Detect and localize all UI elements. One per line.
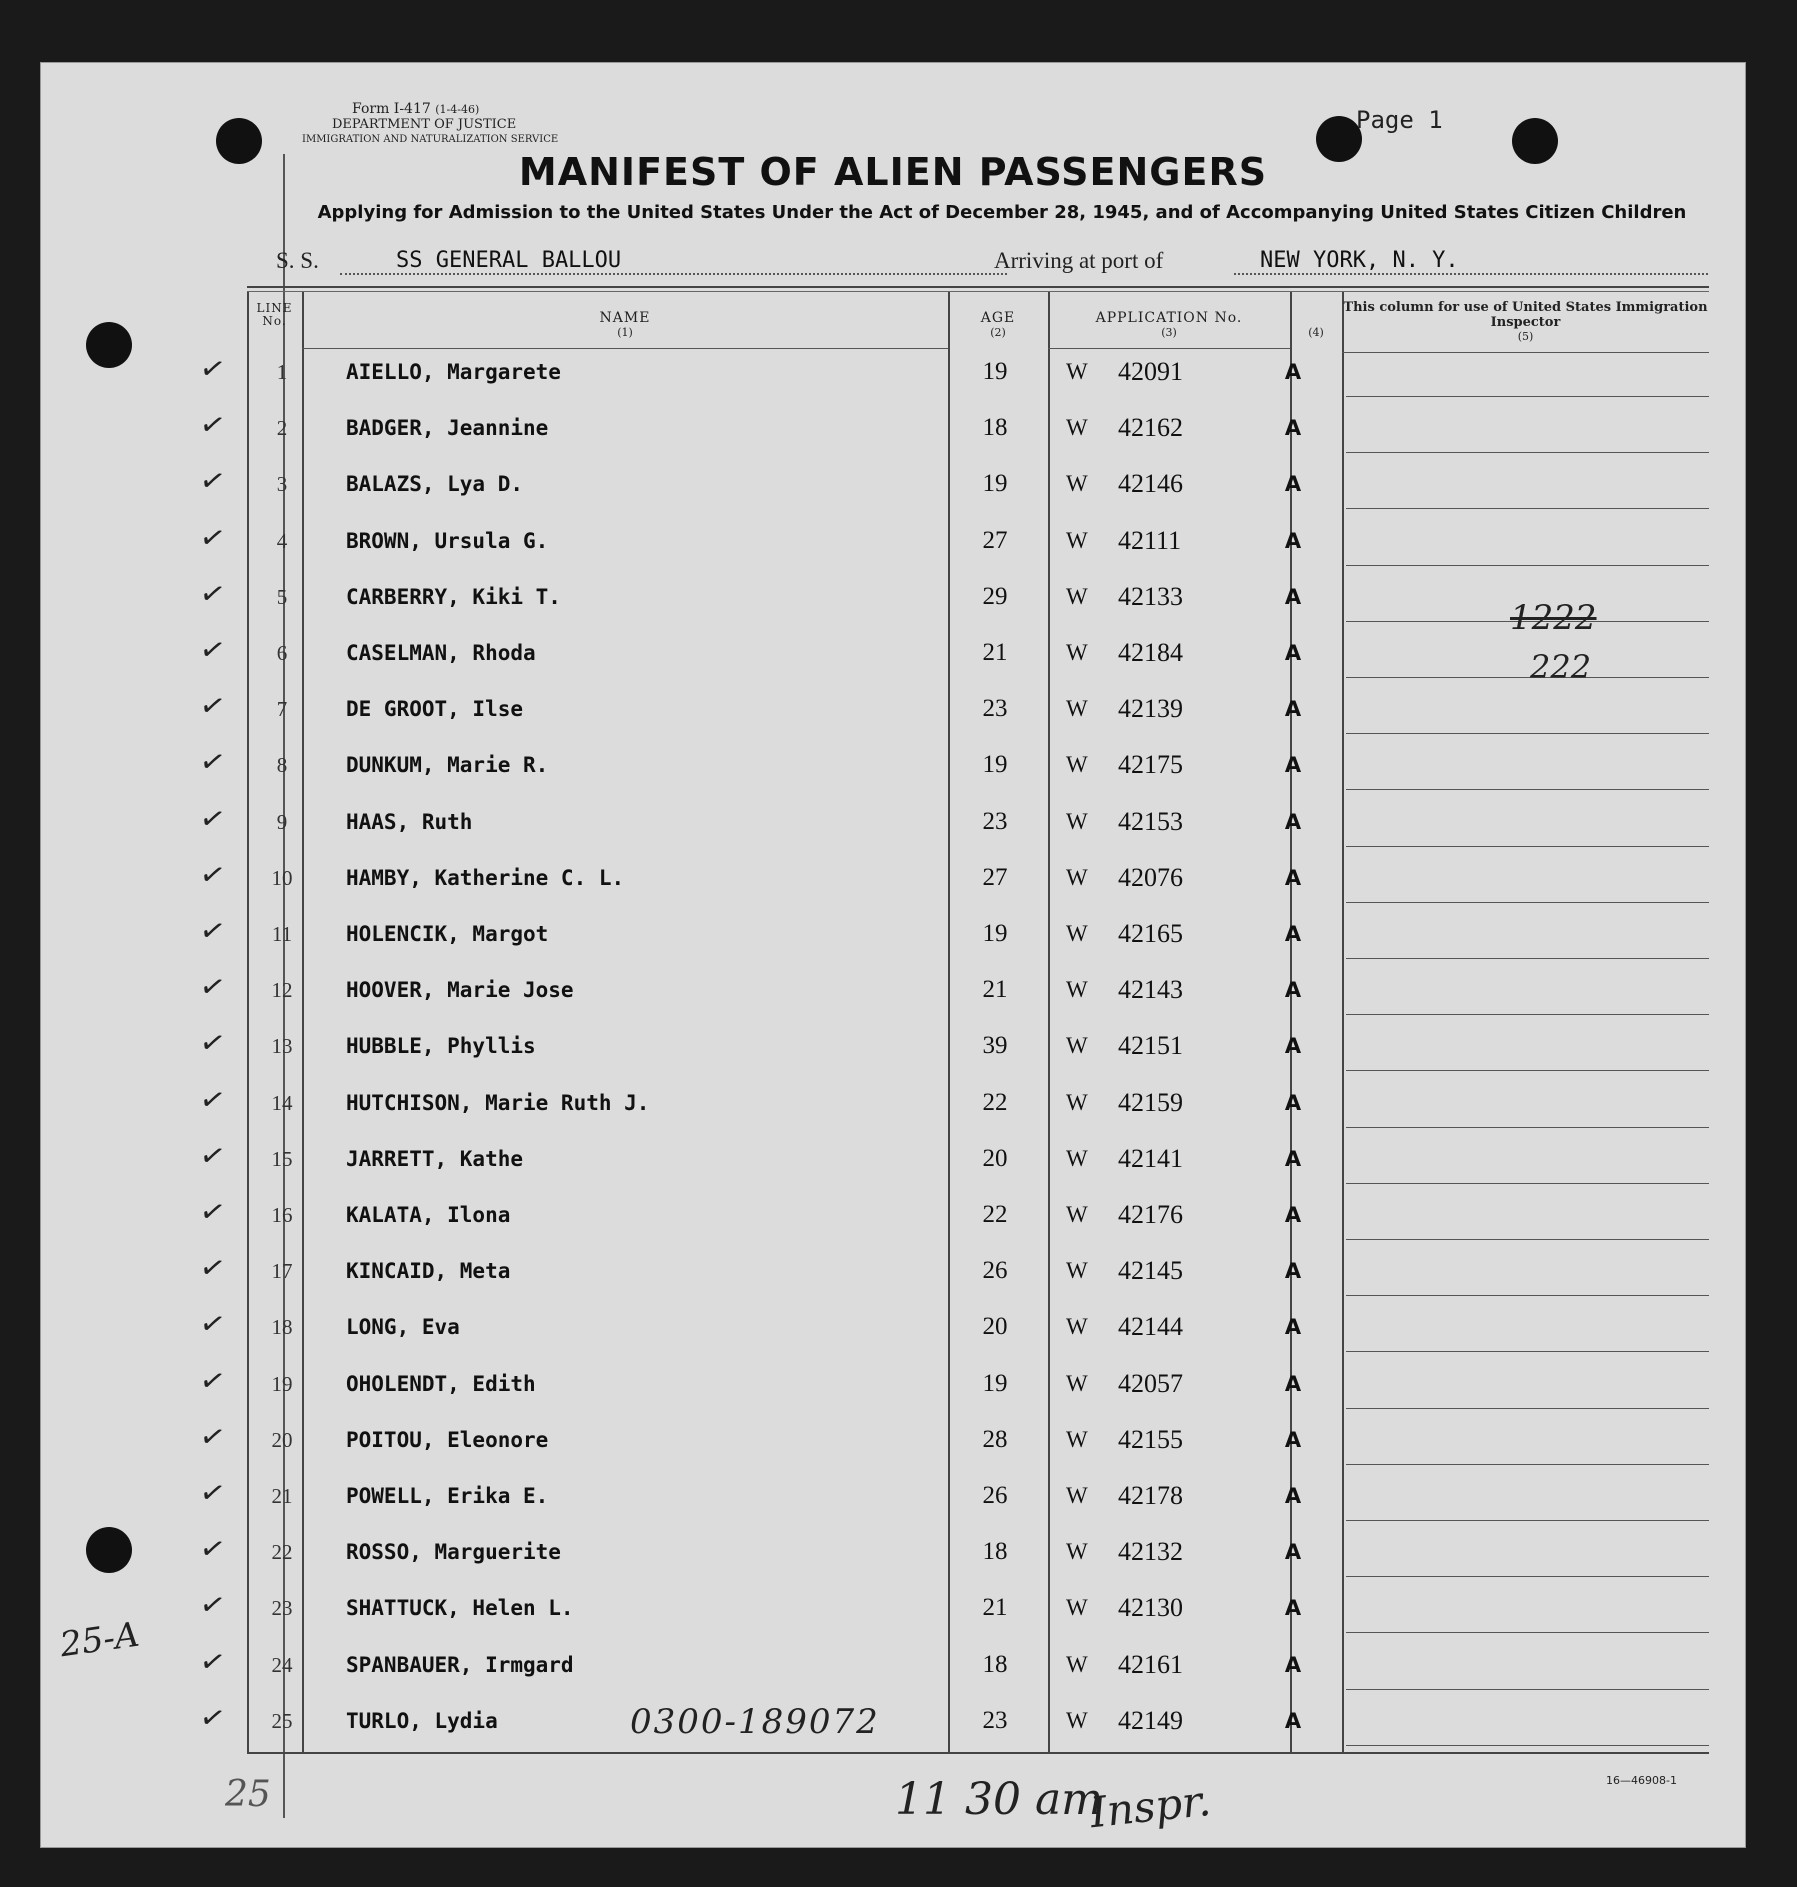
check-mark: ✓ bbox=[196, 743, 229, 783]
application-number: 42149 bbox=[1118, 1705, 1183, 1735]
check-mark: ✓ bbox=[196, 349, 229, 390]
header-bottom-rule bbox=[302, 348, 948, 349]
col-header-age-label: AGE bbox=[980, 310, 1016, 326]
form-id: Form I-417 bbox=[352, 101, 431, 117]
check-mark: ✓ bbox=[196, 686, 229, 727]
check-mark: ✓ bbox=[196, 799, 229, 839]
passenger-name: LONG, Eva bbox=[346, 1315, 460, 1340]
table-row bbox=[40, 464, 1746, 520]
application-prefix: W bbox=[1066, 1145, 1088, 1171]
inspector-rule bbox=[1346, 1520, 1709, 1521]
table-row bbox=[40, 911, 1746, 970]
inspector-rule bbox=[1346, 1070, 1709, 1071]
application-number: 42076 bbox=[1118, 862, 1183, 892]
application-prefix: W bbox=[1066, 415, 1088, 441]
header-rule bbox=[247, 286, 1709, 288]
col-header-line bbox=[247, 302, 302, 328]
application-prefix: W bbox=[1066, 359, 1088, 384]
application-number: 42133 bbox=[1118, 581, 1183, 611]
passenger-age: 18 bbox=[982, 1538, 1008, 1566]
inspector-rule bbox=[1346, 902, 1709, 903]
col-header-application bbox=[1048, 310, 1290, 339]
passenger-age: 19 bbox=[982, 1369, 1008, 1397]
line-number: 6 bbox=[276, 641, 288, 665]
column-4-code: A bbox=[1284, 1371, 1302, 1396]
passenger-name: HOLENCIK, Margot bbox=[346, 922, 549, 946]
application-number: 42143 bbox=[1118, 975, 1183, 1005]
inspector-signature: Inspr. bbox=[1087, 1775, 1214, 1838]
application-prefix: W bbox=[1066, 640, 1088, 665]
passenger-age: 23 bbox=[982, 695, 1008, 723]
application-prefix: W bbox=[1066, 864, 1088, 890]
inspector-rule bbox=[1346, 1239, 1709, 1240]
check-mark: ✓ bbox=[196, 1192, 229, 1233]
application-prefix: W bbox=[1066, 808, 1088, 834]
passenger-name: POITOU, Eleonore bbox=[346, 1427, 549, 1452]
inspector-rule bbox=[1346, 565, 1709, 566]
line-number: 11 bbox=[271, 922, 293, 946]
passenger-age: 26 bbox=[982, 1482, 1008, 1509]
passenger-age: 22 bbox=[982, 1201, 1008, 1228]
passenger-name: SPANBAUER, Irmgard bbox=[346, 1652, 574, 1677]
application-number: 42130 bbox=[1118, 1593, 1183, 1623]
inspector-rule bbox=[1346, 733, 1709, 734]
application-number: 42159 bbox=[1118, 1087, 1183, 1117]
check-mark: ✓ bbox=[196, 518, 229, 558]
application-prefix: W bbox=[1066, 1370, 1088, 1396]
passenger-age: 29 bbox=[982, 582, 1008, 610]
column-4-code: A bbox=[1284, 641, 1302, 665]
table-row bbox=[40, 1136, 1746, 1195]
inspector-rule bbox=[1346, 452, 1709, 453]
table-row bbox=[40, 630, 1746, 689]
check-mark: ✓ bbox=[196, 1024, 229, 1064]
port-name: NEW YORK, N. Y. bbox=[1260, 248, 1459, 273]
application-number: 42155 bbox=[1118, 1424, 1183, 1454]
passenger-age: 22 bbox=[982, 1088, 1008, 1116]
passenger-name: BADGER, Jeannine bbox=[346, 416, 549, 441]
col-header-name-label: NAME bbox=[599, 310, 651, 326]
application-number: 42146 bbox=[1118, 469, 1183, 499]
header-rule-inner bbox=[247, 291, 1709, 292]
check-mark: ✓ bbox=[196, 630, 229, 671]
form-header bbox=[302, 102, 558, 147]
line-number: 16 bbox=[271, 1203, 293, 1227]
application-prefix: W bbox=[1066, 1089, 1088, 1115]
application-prefix: W bbox=[1066, 1707, 1088, 1733]
service: IMMIGRATION AND NATURALIZATION SERVICE bbox=[302, 134, 559, 145]
check-mark: ✓ bbox=[196, 1642, 229, 1682]
passenger-age: 20 bbox=[982, 1313, 1008, 1341]
ship-name-rule bbox=[340, 273, 1007, 275]
inspector-rule bbox=[1346, 1745, 1709, 1746]
check-mark: ✓ bbox=[196, 1529, 229, 1570]
column-4-code: A bbox=[1284, 753, 1302, 778]
application-number: 42162 bbox=[1118, 413, 1183, 443]
application-number: 42144 bbox=[1118, 1312, 1183, 1342]
column-4-code: A bbox=[1284, 584, 1302, 609]
inspector-rule bbox=[1346, 789, 1709, 790]
check-mark: ✓ bbox=[196, 1248, 229, 1289]
passenger-age: 21 bbox=[982, 639, 1008, 666]
column-4-code: A bbox=[1284, 1596, 1302, 1621]
passenger-age: 27 bbox=[982, 863, 1008, 891]
ship-name: SS GENERAL BALLOU bbox=[396, 248, 622, 273]
passenger-name: HUBBLE, Phyllis bbox=[346, 1034, 536, 1059]
table-row bbox=[40, 686, 1746, 745]
table-row bbox=[40, 1698, 1746, 1757]
passenger-age: 20 bbox=[982, 1144, 1008, 1172]
col-header-age-num: (2) bbox=[990, 326, 1006, 339]
passenger-name: DUNKUM, Marie R. bbox=[346, 753, 549, 778]
passenger-name: SHATTUCK, Helen L. bbox=[346, 1596, 574, 1621]
passenger-name: AIELLO, Margarete bbox=[346, 360, 561, 384]
page-number: Page 1 bbox=[1356, 106, 1443, 134]
application-prefix: W bbox=[1066, 1426, 1088, 1452]
passenger-name: HAAS, Ruth bbox=[346, 809, 473, 834]
application-number: 42153 bbox=[1118, 806, 1183, 836]
line-number: 24 bbox=[271, 1652, 293, 1677]
col-header-name-num: (1) bbox=[617, 326, 633, 339]
agency: DEPARTMENT OF JUSTICE bbox=[332, 117, 517, 132]
line-number: 9 bbox=[276, 809, 288, 834]
column-4-code: A bbox=[1284, 865, 1302, 890]
column-4-code: A bbox=[1284, 1090, 1302, 1115]
col-header-inspector bbox=[1342, 300, 1709, 343]
column-4-code: A bbox=[1284, 1259, 1302, 1284]
check-mark: ✓ bbox=[196, 967, 229, 1008]
check-mark: ✓ bbox=[196, 1473, 229, 1514]
application-prefix: W bbox=[1066, 921, 1088, 946]
line-number: 2 bbox=[276, 416, 288, 441]
application-number: 42176 bbox=[1118, 1200, 1183, 1229]
line-number: 19 bbox=[271, 1371, 293, 1396]
table-row bbox=[40, 574, 1746, 633]
passenger-name: JARRETT, Kathe bbox=[346, 1146, 524, 1171]
passenger-age: 23 bbox=[982, 807, 1008, 835]
application-number: 42091 bbox=[1118, 357, 1183, 386]
line-number: 23 bbox=[271, 1596, 293, 1621]
line-number: 7 bbox=[276, 697, 288, 722]
time-note: 11 30 am bbox=[895, 1774, 1103, 1825]
line-number: 13 bbox=[271, 1034, 293, 1059]
line-number: 22 bbox=[271, 1540, 293, 1565]
column-4-code: A bbox=[1284, 697, 1302, 722]
col-header-col4 bbox=[1290, 326, 1342, 339]
passenger-name: OHOLENDT, Edith bbox=[346, 1371, 536, 1396]
inspector-rule bbox=[1346, 1464, 1709, 1465]
application-prefix: W bbox=[1066, 1202, 1088, 1227]
ship-label: S. S. bbox=[276, 248, 319, 273]
check-mark: ✓ bbox=[196, 911, 229, 952]
column-4-code: A bbox=[1284, 1708, 1302, 1733]
passenger-age: 19 bbox=[982, 920, 1008, 947]
col-header-col4-num: (4) bbox=[1308, 326, 1324, 339]
inspector-rule bbox=[1346, 1632, 1709, 1633]
passenger-name: TURLO, Lydia bbox=[346, 1708, 498, 1733]
passenger-name: HOOVER, Marie Jose bbox=[346, 978, 574, 1003]
application-number: 42161 bbox=[1118, 1649, 1183, 1679]
table-row bbox=[40, 1529, 1746, 1588]
passenger-name: DE GROOT, Ilse bbox=[346, 697, 524, 722]
inspector-rule bbox=[1346, 1127, 1709, 1128]
passenger-age: 19 bbox=[982, 470, 1008, 498]
line-number: 3 bbox=[276, 472, 288, 497]
application-number: 42141 bbox=[1118, 1143, 1183, 1173]
check-mark: ✓ bbox=[196, 1080, 229, 1120]
col-header-application-label: APPLICATION No. bbox=[1095, 310, 1243, 326]
application-number: 42111 bbox=[1118, 525, 1182, 555]
application-number: 42151 bbox=[1118, 1031, 1183, 1061]
passenger-name: HUTCHISON, Marie Ruth J. bbox=[346, 1090, 650, 1115]
application-number: 42178 bbox=[1118, 1481, 1183, 1510]
passenger-age: 27 bbox=[982, 526, 1008, 554]
table-row bbox=[40, 1361, 1746, 1420]
column-4-code: A bbox=[1284, 1203, 1302, 1227]
table-row bbox=[40, 799, 1746, 858]
column-4-code: A bbox=[1284, 1146, 1302, 1171]
table-row bbox=[40, 1026, 1746, 1082]
check-mark: ✓ bbox=[196, 1417, 229, 1458]
passenger-age: 18 bbox=[982, 1650, 1008, 1678]
inspector-rule bbox=[1346, 1689, 1709, 1690]
check-mark: ✓ bbox=[196, 462, 229, 502]
manifest-sheet bbox=[40, 62, 1746, 1848]
application-prefix: W bbox=[1066, 583, 1088, 609]
inspector-rule bbox=[1346, 1408, 1709, 1409]
column-4-code: A bbox=[1284, 360, 1302, 384]
passenger-name: KALATA, Ilona bbox=[346, 1203, 511, 1227]
table-row bbox=[40, 1417, 1746, 1476]
column-4-code: A bbox=[1284, 1034, 1302, 1059]
column-4-code: A bbox=[1284, 809, 1302, 834]
check-mark: ✓ bbox=[196, 405, 229, 446]
table-row bbox=[40, 855, 1746, 914]
line-number: 20 bbox=[271, 1427, 293, 1452]
column-4-code: A bbox=[1284, 472, 1302, 497]
inspector-rule bbox=[1346, 1351, 1709, 1352]
line-number: 18 bbox=[271, 1315, 293, 1340]
port-label: Arriving at port of bbox=[994, 248, 1164, 273]
passenger-name: ROSSO, Marguerite bbox=[346, 1540, 561, 1565]
line-number: 8 bbox=[276, 753, 288, 778]
line-number: 15 bbox=[271, 1146, 293, 1171]
port-name-rule bbox=[1234, 273, 1708, 275]
page-subtitle: Applying for Admission to the United States Under the Act of December 28, 1945, and of Accompanying United States Citizen Children bbox=[317, 202, 1687, 223]
column-4-code: A bbox=[1284, 922, 1302, 946]
header-bottom-rule bbox=[1048, 348, 1290, 349]
line-number: 4 bbox=[276, 528, 288, 553]
col-header-name bbox=[302, 310, 948, 339]
table-row bbox=[40, 1248, 1746, 1307]
application-prefix: W bbox=[1066, 1314, 1088, 1340]
inspector-rule bbox=[1346, 396, 1709, 397]
inspector-rule bbox=[1346, 508, 1709, 509]
passenger-age: 19 bbox=[982, 358, 1008, 385]
passenger-age: 39 bbox=[982, 1032, 1008, 1060]
application-number: 42057 bbox=[1118, 1368, 1183, 1398]
column-4-code: A bbox=[1284, 1484, 1302, 1508]
column-4-code: A bbox=[1284, 1315, 1302, 1340]
line-number: 1 bbox=[276, 360, 288, 384]
application-prefix: W bbox=[1066, 1033, 1088, 1059]
line-number: 17 bbox=[271, 1259, 293, 1284]
turlo-handwritten-number: 0300-189072 bbox=[630, 1702, 880, 1742]
inspector-rule bbox=[1346, 958, 1709, 959]
passenger-name: BALAZS, Lya D. bbox=[346, 472, 524, 497]
line-number: 12 bbox=[271, 978, 293, 1003]
column-4-code: A bbox=[1284, 1427, 1302, 1452]
form-date: (1-4-46) bbox=[435, 103, 480, 116]
passenger-age: 18 bbox=[982, 414, 1008, 442]
application-prefix: W bbox=[1066, 527, 1088, 553]
column-4-code: A bbox=[1284, 528, 1302, 553]
table-row bbox=[40, 1307, 1746, 1363]
inspector-rule bbox=[1346, 1576, 1709, 1577]
table-row bbox=[40, 745, 1746, 801]
col-header-inspector-label: This column for use of United States Immigration Inspector bbox=[1343, 300, 1708, 330]
table-row bbox=[40, 349, 1746, 408]
application-number: 42184 bbox=[1118, 638, 1183, 667]
col-header-line-label: LINE No. bbox=[256, 301, 293, 328]
line-number: 5 bbox=[276, 584, 288, 609]
check-mark: ✓ bbox=[196, 1361, 229, 1401]
passenger-name: HAMBY, Katherine C. L. bbox=[346, 865, 625, 890]
line-number: 25 bbox=[271, 1708, 293, 1733]
passenger-age: 21 bbox=[982, 976, 1008, 1004]
table-row bbox=[40, 518, 1746, 577]
table-row bbox=[40, 1473, 1746, 1532]
application-prefix: W bbox=[1066, 977, 1088, 1003]
inspector-rule bbox=[1346, 846, 1709, 847]
table-row bbox=[40, 1642, 1746, 1701]
check-mark: ✓ bbox=[196, 1586, 229, 1626]
passenger-name: BROWN, Ursula G. bbox=[346, 528, 549, 553]
column-4-code: A bbox=[1284, 1652, 1302, 1677]
form-number: 16—46908-1 bbox=[1606, 1774, 1677, 1787]
application-prefix: W bbox=[1066, 1651, 1088, 1677]
application-prefix: W bbox=[1066, 1483, 1088, 1508]
inspector-note-2: 222 bbox=[1530, 648, 1592, 686]
application-prefix: W bbox=[1066, 1595, 1088, 1621]
inspector-rule bbox=[1346, 677, 1709, 678]
check-mark: ✓ bbox=[196, 1136, 229, 1177]
check-mark: ✓ bbox=[196, 855, 229, 896]
application-prefix: W bbox=[1066, 696, 1088, 722]
column-4-code: A bbox=[1284, 978, 1302, 1003]
col-header-inspector-num: (5) bbox=[1517, 330, 1534, 343]
column-4-code: A bbox=[1284, 416, 1302, 441]
application-prefix: W bbox=[1066, 471, 1088, 497]
check-mark: ✓ bbox=[196, 1305, 229, 1345]
line-number: 10 bbox=[271, 865, 293, 890]
col-header-age bbox=[948, 310, 1048, 339]
inspector-note-1: 1222 bbox=[1510, 598, 1597, 638]
application-number: 42139 bbox=[1118, 694, 1183, 724]
passenger-age: 21 bbox=[982, 1594, 1008, 1622]
application-number: 42132 bbox=[1118, 1537, 1183, 1567]
page-title: MANIFEST OF ALIEN PASSENGERS bbox=[518, 150, 1268, 194]
inspector-rule bbox=[1346, 1014, 1709, 1015]
table-row bbox=[40, 1588, 1746, 1644]
margin-note: 25-A bbox=[57, 1614, 142, 1666]
passenger-name: POWELL, Erika E. bbox=[346, 1484, 549, 1508]
column-4-code: A bbox=[1284, 1540, 1302, 1565]
col-header-application-num: (3) bbox=[1161, 326, 1177, 339]
application-prefix: W bbox=[1066, 752, 1088, 778]
passenger-age: 26 bbox=[982, 1257, 1008, 1285]
table-row bbox=[40, 405, 1746, 464]
check-mark: ✓ bbox=[196, 574, 229, 615]
passenger-age: 23 bbox=[982, 1706, 1008, 1734]
table-row bbox=[40, 967, 1746, 1026]
table-row bbox=[40, 1080, 1746, 1139]
application-prefix: W bbox=[1066, 1539, 1088, 1565]
application-number: 42145 bbox=[1118, 1256, 1183, 1286]
table-bottom-rule bbox=[247, 1752, 1709, 1754]
application-prefix: W bbox=[1066, 1258, 1088, 1284]
passenger-age: 28 bbox=[982, 1425, 1008, 1453]
passenger-name: CARBERRY, Kiki T. bbox=[346, 584, 561, 609]
passenger-name: KINCAID, Meta bbox=[346, 1259, 511, 1284]
inspector-rule bbox=[1346, 1295, 1709, 1296]
table-row bbox=[40, 1192, 1746, 1251]
application-number: 42175 bbox=[1118, 750, 1183, 780]
count-note: 25 bbox=[225, 1774, 271, 1815]
line-number: 14 bbox=[271, 1090, 293, 1115]
check-mark: ✓ bbox=[196, 1698, 229, 1739]
application-number: 42165 bbox=[1118, 919, 1183, 948]
inspector-rule bbox=[1346, 1183, 1709, 1184]
passenger-age: 19 bbox=[982, 751, 1008, 779]
line-number: 21 bbox=[271, 1484, 293, 1508]
passenger-name: CASELMAN, Rhoda bbox=[346, 641, 536, 665]
